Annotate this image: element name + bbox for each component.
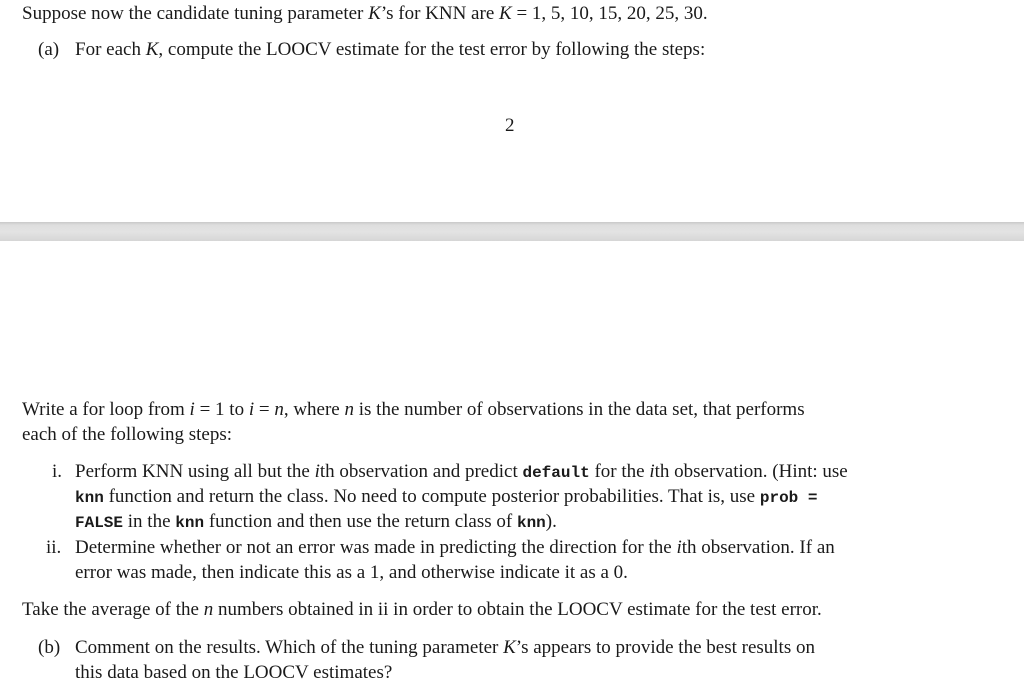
text: th observation and predict xyxy=(319,461,523,482)
text: th observation. If an xyxy=(681,537,835,558)
intro-text: Suppose now the candidate tuning parameter xyxy=(22,3,369,24)
average-line xyxy=(22,597,822,622)
text: = 1 to xyxy=(194,399,249,420)
text: Perform KNN using all but the xyxy=(75,461,315,482)
text: Take the average of the xyxy=(22,599,204,620)
part-a-text-2: , compute the LOOCV estimate for the test error by following the steps: xyxy=(158,39,706,60)
text: ). xyxy=(545,511,557,532)
step-i-line-2 xyxy=(75,484,817,511)
math-n: n xyxy=(203,599,214,620)
text: ’s appears to provide the best results on xyxy=(515,637,815,658)
math-n: n xyxy=(344,399,354,420)
step-i-line-1 xyxy=(75,459,848,486)
page-1 xyxy=(0,0,1024,222)
math-k: K xyxy=(145,39,159,60)
page-separator xyxy=(0,222,1024,241)
code-false: FALSE xyxy=(75,514,124,532)
text: numbers obtained in ii in order to obtain the LOOCV estimate for the test error. xyxy=(213,599,822,620)
part-a-text-1: For each xyxy=(75,39,146,60)
code-knn: knn xyxy=(516,514,546,532)
text: in the xyxy=(123,511,176,532)
text: function and then use the return class of xyxy=(204,511,517,532)
text: = xyxy=(254,399,275,420)
part-b-line-2: this data based on the LOOCV estimates? xyxy=(75,662,393,683)
step-ii-line-1 xyxy=(75,535,835,560)
part-a-label: (a) xyxy=(38,39,60,60)
part-b-line-1 xyxy=(75,635,815,660)
text: , where xyxy=(283,399,345,420)
page-2 xyxy=(0,241,1024,691)
code-default: default xyxy=(522,464,590,482)
math-i: i xyxy=(314,461,320,482)
intro-text-2: ’s for KNN are xyxy=(380,3,499,24)
intro-line xyxy=(22,1,708,26)
text: th observation. (Hint: use xyxy=(654,461,848,482)
step-i-line-3 xyxy=(75,509,557,536)
math-i: i xyxy=(649,461,655,482)
math-i: i xyxy=(189,399,195,420)
text: is the number of observations in the data set, that performs xyxy=(354,399,805,420)
math-k: K xyxy=(503,637,516,658)
text: Write a for loop from xyxy=(22,399,190,420)
step-ii-label: ii. xyxy=(46,537,62,558)
part-b-label: (b) xyxy=(38,637,61,658)
loop-line-2: each of the following steps: xyxy=(22,424,233,445)
math-k: K xyxy=(368,3,381,24)
code-knn: knn xyxy=(175,514,205,532)
math-i: i xyxy=(676,537,682,558)
k-values: = 1, 5, 10, 15, 20, 25, 30. xyxy=(511,3,708,24)
text: function and return the class. No need to compute posterior probabilities. That is, use xyxy=(103,486,760,507)
math-n: n xyxy=(274,399,284,420)
text: for the xyxy=(589,461,650,482)
page-number: 2 xyxy=(505,115,515,136)
math-k: K xyxy=(499,3,512,24)
code-prob: prob = xyxy=(759,489,818,507)
text: Comment on the results. Which of the tuning parameter xyxy=(75,637,504,658)
step-ii-line-2: error was made, then indicate this as a 1, and otherwise indicate it as a 0. xyxy=(75,562,628,583)
math-i: i xyxy=(248,399,255,420)
loop-line-1 xyxy=(22,397,805,422)
step-i-label: i. xyxy=(52,461,63,482)
part-a-text xyxy=(75,37,705,62)
text: Determine whether or not an error was made in predicting the direction for the xyxy=(75,537,677,558)
code-knn: knn xyxy=(75,489,104,507)
